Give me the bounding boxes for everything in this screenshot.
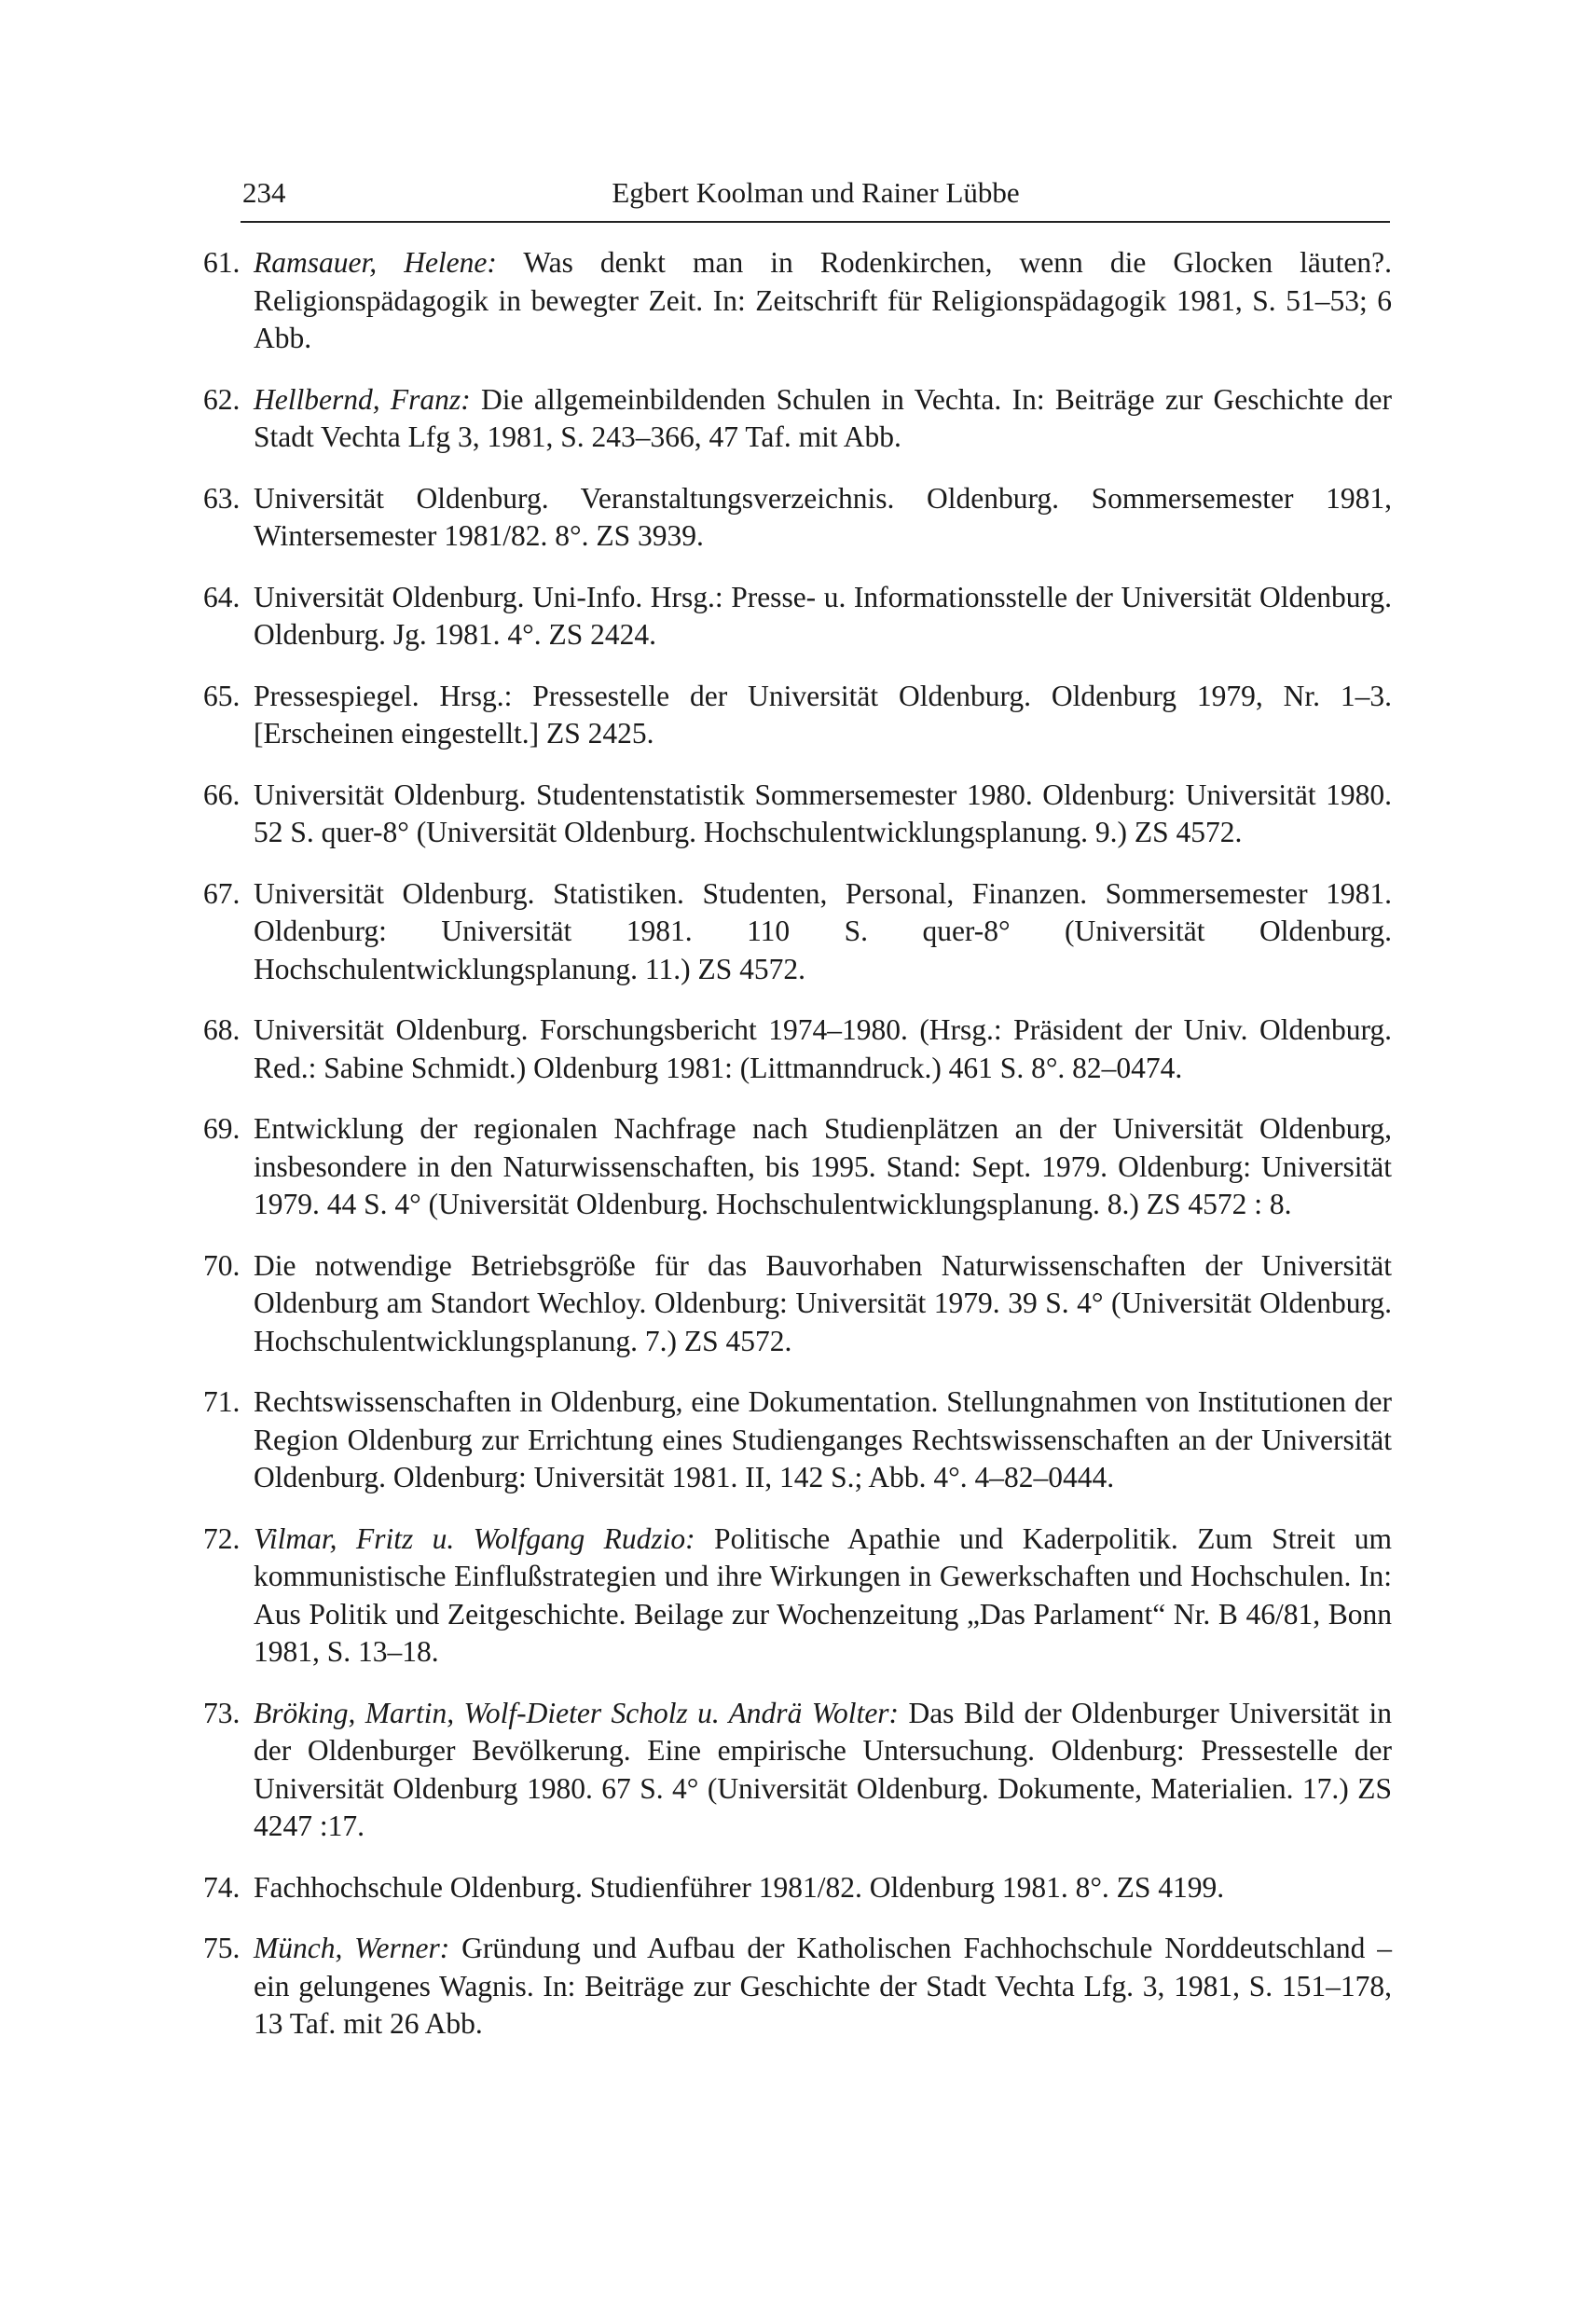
entry-text: Universität Oldenburg. Veranstaltungsverzeichnis. Oldenburg. Sommersemester 1981, Wintersemester 1981/82. 8°. ZS 3939. — [254, 481, 1392, 552]
bibliography-entry — [203, 1012, 1392, 1087]
entry-number: 65. — [203, 679, 241, 712]
bibliography-entry — [203, 1930, 1392, 2044]
running-head — [242, 168, 1389, 218]
entry-author: Hellbernd, Franz: — [254, 382, 471, 416]
entry-number: 69. — [203, 1112, 241, 1145]
entry-author: Vilmar, Fritz u. Wolfgang Rudzio: — [254, 1521, 695, 1555]
entry-text: Fachhochschule Oldenburg. Studienführer 1981/82. Oldenburg 1981. 8°. ZS 4199. — [254, 1870, 1225, 1904]
entry-number: 62. — [203, 382, 241, 416]
entry-text: Universität Oldenburg. Forschungsbericht 1974–1980. (Hrsg.: Präsident der Univ. Oldenburg. Red.: Sabine Schmidt.) Oldenburg 1981: (Littmanndruck.) 461 S. 8°. 82–0474. — [254, 1013, 1392, 1084]
entry-number: 74. — [203, 1870, 241, 1904]
header-divider — [241, 221, 1390, 223]
bibliography-entry — [203, 1383, 1392, 1497]
entry-text: Entwicklung der regionalen Nachfrage nach Studienplätzen an der Universität Oldenburg, insbesondere in den Naturwissenschaften, bis 1995. Stand: Sept. 1979. Oldenburg: Universität 1979. 44 S. 4° (Universität Oldenburg. Hochschulentwicklungsplanung. 8.) ZS 4572 : 8. — [254, 1112, 1392, 1220]
bibliography-entry — [203, 1247, 1392, 1361]
entry-number: 63. — [203, 481, 241, 515]
bibliography-entry — [203, 1110, 1392, 1224]
entry-text: Universität Oldenburg. Studentenstatistik Sommersemester 1980. Oldenburg: Universität 1980. 52 S. quer-8° (Universität Oldenburg. Hochschulentwicklungsplanung. 9.) ZS 4572. — [254, 778, 1392, 848]
entry-number: 71. — [203, 1385, 241, 1418]
entry-text: Universität Oldenburg. Statistiken. Studenten, Personal, Finanzen. Sommersemester 1981. Oldenburg: Universität 1981. 110 S. quer-8° (Universität Oldenburg. Hochschulentwicklungsplanung. 11.) ZS 4572. — [254, 876, 1392, 985]
bibliography-entry — [203, 579, 1392, 654]
bibliography-entry — [203, 381, 1392, 457]
entry-text: Pressespiegel. Hrsg.: Pressestelle der Universität Oldenburg. Oldenburg 1979, Nr. 1–3. [Erscheinen eingestellt.] ZS 2425. — [254, 679, 1392, 750]
entry-text: Die notwendige Betriebsgröße für das Bauvorhaben Naturwissenschaften der Universität Oldenburg am Standort Wechloy. Oldenburg: Universität 1979. 39 S. 4° (Universität Oldenburg. Hochschulentwicklungsplanung. 7.) ZS 4572. — [254, 1248, 1392, 1357]
bibliography-entry — [203, 244, 1392, 358]
entry-number: 72. — [203, 1521, 241, 1555]
entry-number: 67. — [203, 876, 241, 910]
bibliography-list — [203, 244, 1392, 2067]
entry-number: 66. — [203, 778, 241, 811]
entry-number: 73. — [203, 1696, 241, 1729]
entry-text: Was denkt man in Rodenkirchen, wenn die Glocken läuten?. Religionspädagogik in bewegter Zeit. In: Zeitschrift für Religionspädagogik 1981, S. 51–53; 6 Abb. — [254, 246, 1393, 354]
bibliography-entry — [203, 678, 1392, 753]
entry-number: 70. — [203, 1248, 241, 1282]
entry-number: 75. — [203, 1932, 241, 1964]
entry-text: Gründung und Aufbau der Katholischen Fachhochschule Norddeutschland – ein gelungenes Wagnis. In: Beiträge zur Geschichte der Stadt Vechta Lfg. 3, 1981, S. 151–178, 13 Taf. mit 26 Abb. — [254, 1932, 1393, 2040]
bibliography-entry — [203, 1869, 1392, 1907]
entry-number: 68. — [203, 1013, 241, 1046]
running-title: Egbert Koolman und Rainer Lübbe — [612, 176, 1020, 209]
entry-text: Die allgemeinbildenden Schulen in Vechta. In: Beiträge zur Geschichte der Stadt Vechta Lfg 3, 1981, S. 243–366, 47 Taf. mit Abb. — [254, 382, 1392, 453]
entry-author: Ramsauer, Helene: — [254, 246, 497, 279]
entry-number: 61. — [203, 246, 241, 279]
bibliography-entry — [203, 1695, 1392, 1846]
entry-author: Bröking, Martin, Wolf-Dieter Scholz u. Andrä Wolter: — [254, 1696, 900, 1729]
entry-text: Das Bild der Oldenburger Universität in der Oldenburger Bevölkerung. Eine empirische Untersuchung. Oldenburg: Pressestelle der Universität Oldenburg 1980. 67 S. 4° (Universität Oldenburg. Dokumente, Materialien. 17.) ZS 4247 :17. — [254, 1696, 1392, 1842]
bibliography-entry — [203, 480, 1392, 556]
entry-text: Politische Apathie und Kaderpolitik. Zum Streit um kommunistische Einflußstrategien und ihre Wirkungen in Gewerkschaften und Hochschulen. In: Aus Politik und Zeitgeschichte. Beilage zur Wochenzeitung „Das Parlament“ Nr. B 46/81, Bonn 1981, S. 13–18. — [254, 1521, 1393, 1668]
entry-author: Münch, Werner: — [254, 1932, 450, 1964]
entry-text: Rechtswissenschaften in Oldenburg, eine Dokumentation. Stellungnahmen von Institutionen der Region Oldenburg zur Errichtung eines Studienganges Rechtswissenschaften an der Universität Oldenburg. Oldenburg: Universität 1981. II, 142 S.; Abb. 4°. 4–82–0444. — [254, 1385, 1392, 1493]
bibliography-entry — [203, 875, 1392, 989]
bibliography-entry — [203, 1521, 1392, 1672]
page-number: 234 — [242, 176, 286, 209]
entry-number: 64. — [203, 580, 241, 613]
bibliography-entry — [203, 777, 1392, 852]
entry-text: Universität Oldenburg. Uni-Info. Hrsg.: Presse- u. Informationsstelle der Universität Oldenburg. Oldenburg. Jg. 1981. 4°. ZS 2424. — [254, 580, 1392, 651]
